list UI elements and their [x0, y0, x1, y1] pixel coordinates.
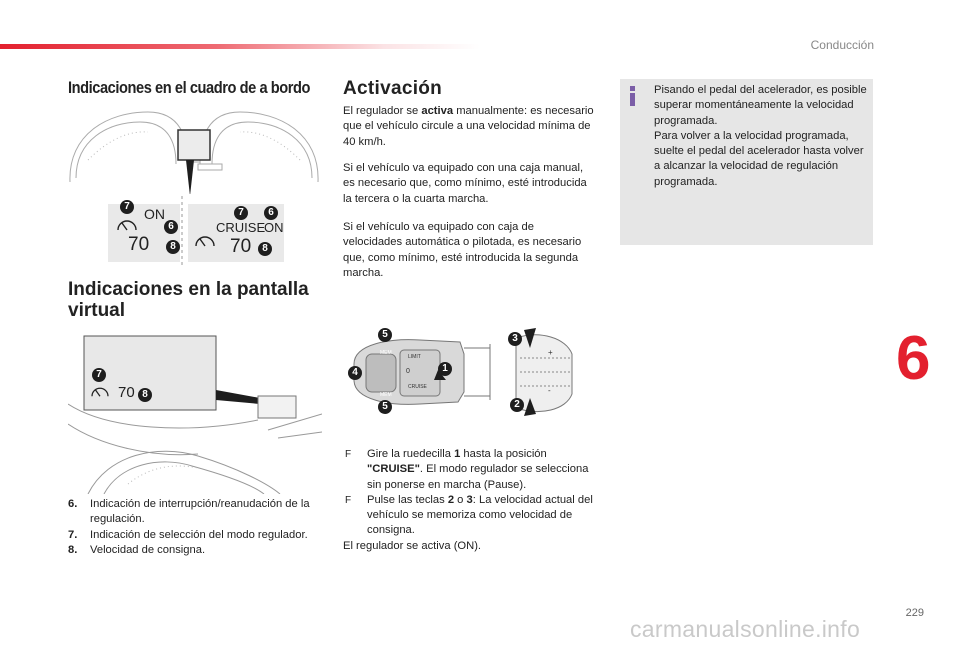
stalk-label: CRUISE	[408, 384, 427, 390]
activation-paragraph-1: El regulador se activa manualmente: es necesario que el vehículo circule a una velocidad mínima de 40 km/h.	[343, 105, 594, 148]
legend-item: 6. Indicación de interrupción/reanudación de la regulación.	[68, 498, 310, 526]
legend-item: 7. Indicación de selección del modo regulador.	[68, 528, 308, 541]
cruise-status-label: ON	[264, 220, 284, 235]
stalk-label: +	[548, 348, 553, 357]
callout-badge: 7	[120, 200, 134, 214]
callout-badge: 4	[348, 366, 362, 380]
callout-badge: 8	[138, 388, 152, 402]
callout-badge: 7	[92, 368, 106, 382]
cluster-status-on: ON	[144, 206, 165, 222]
stalk-label: MEM	[380, 392, 392, 398]
info-icon	[628, 86, 637, 106]
callout-badge: 6	[164, 220, 178, 234]
bullet-icon: F	[345, 494, 352, 506]
activation-paragraph-3: Si el vehículo va equipado con caja de velocidades automática o pilotada, es necesario que, como mínimo, esté introducida la segunda marcha.	[343, 221, 582, 279]
cruise-set-speed: 70	[230, 236, 252, 257]
callout-badge: 2	[510, 398, 524, 412]
stalk-label: -	[548, 386, 551, 395]
callout-badge: 5	[378, 400, 392, 414]
callout-badge: 6	[264, 206, 278, 220]
callout-badge: 7	[234, 206, 248, 220]
cluster-set-speed: 70	[128, 234, 150, 255]
cluster-heading: Indicaciones en el cuadro de a bordo	[68, 78, 311, 97]
speedometer-icon	[194, 230, 216, 248]
legend-item: 8. Velocidad de consigna.	[68, 543, 206, 556]
stalk-label: LIMIT	[408, 354, 421, 360]
stalk-label: 0	[406, 368, 410, 375]
activation-paragraph-2: Si el vehículo va equipado con una caja manual, es necesario que, como mínimo, esté introducida la tercera o la cuarta marcha.	[343, 162, 587, 205]
stalk-label: MEM	[380, 350, 392, 356]
callout-badge: 1	[438, 362, 452, 376]
callout-badge: 3	[508, 332, 522, 346]
info-text: Pisando el pedal del acelerador, es posible superar momentáneamente la velocidad programada. Para volver a la velocidad programada, suelte el pedal del acelerador hasta volver a alcanzar la velocidad de regulación programada.	[654, 84, 867, 188]
header-accent-bar	[0, 44, 480, 49]
virtual-display-screen	[84, 336, 216, 410]
callout-badge: 8	[258, 242, 272, 256]
divider-dashed	[179, 196, 185, 266]
cluster-display-panel-right	[188, 204, 284, 262]
legend	[68, 497, 324, 558]
virtual-set-speed: 70	[118, 384, 135, 401]
stalk-callouts	[340, 324, 590, 420]
callout-badge: 8	[166, 240, 180, 254]
activation-closing: El regulador se activa (ON).	[343, 539, 482, 552]
step-item: F Gire la ruedecilla 1 hasta la posición "CRUISE". El modo regulador se selecciona sin ponerse en marcha (Pause).	[345, 448, 589, 491]
cluster-display-panel-left	[108, 201, 180, 262]
speedometer-icon	[116, 214, 138, 232]
callout-badge: 5	[378, 328, 392, 342]
cruise-mode-label: CRUISE	[216, 220, 266, 235]
step-item: F Pulse las teclas 2 o 3: La velocidad actual del vehículo se memoriza como velocidad de consigna.	[345, 493, 593, 537]
activation-heading: Activación	[343, 78, 443, 99]
watermark: carmanualsonline.info	[630, 616, 861, 642]
activation-steps	[343, 447, 599, 554]
virtual-display-heading: Indicaciones en la pantalla virtual	[68, 279, 309, 321]
bullet-icon: F	[345, 449, 352, 460]
section-title: Conducción	[810, 38, 874, 52]
instrument-cluster-illustration	[68, 104, 320, 194]
speedometer-icon	[90, 382, 110, 398]
page-number: 229	[905, 607, 924, 619]
chapter-number: 6	[896, 324, 931, 393]
